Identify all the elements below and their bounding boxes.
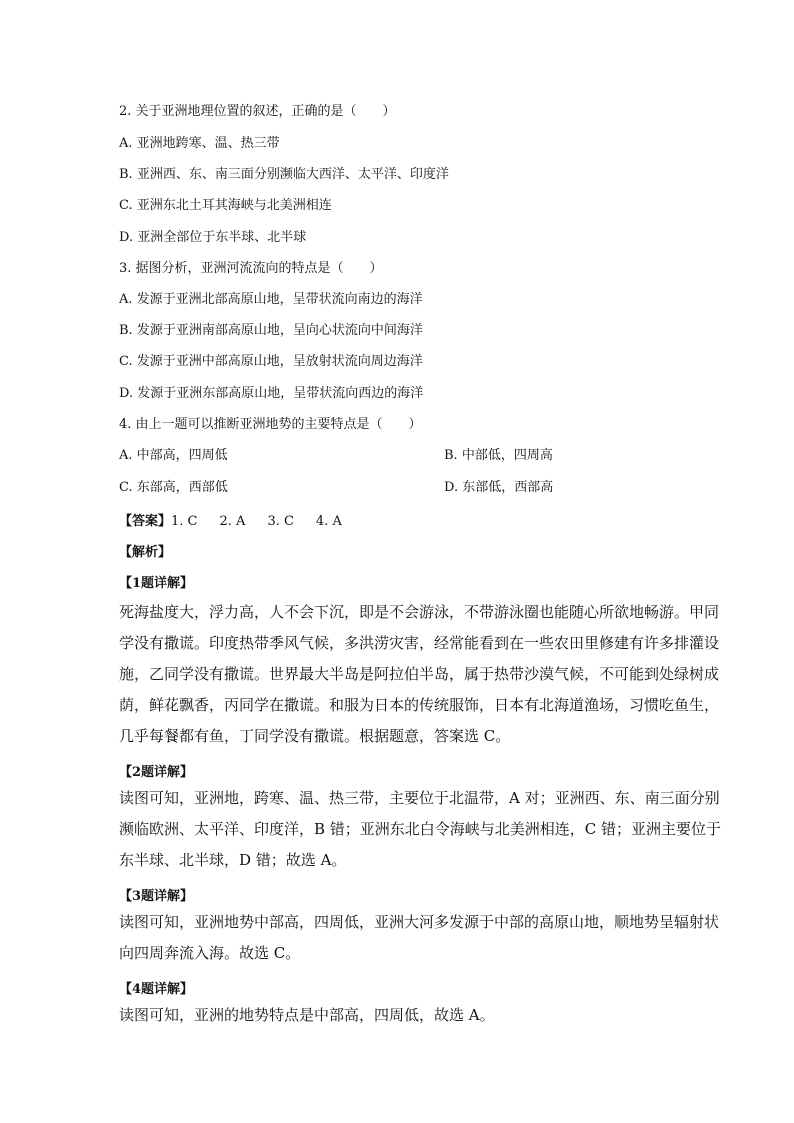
answer-item: 3. C bbox=[267, 514, 294, 529]
question-2-option-b: B. 亚洲西、东、南三面分别濒临大西洋、太平洋、印度洋 bbox=[119, 167, 449, 182]
question-4-option-a: A. 中部高，四周低 bbox=[119, 448, 228, 463]
question-4-stem: 4. 由上一题可以推断亚洲地势的主要特点是（ ） bbox=[119, 417, 422, 432]
detail-line: 读图可知，亚洲的地势特点是中部高，四周低，故选 A。 bbox=[119, 1006, 495, 1024]
question-2-option-a: A. 亚洲地跨寒、温、热三带 bbox=[119, 136, 280, 151]
detail-line: 东半球、北半球，D 错；故选 A。 bbox=[119, 851, 347, 869]
detail-2-body bbox=[119, 783, 722, 876]
detail-line: 濒临欧洲、太平洋、印度洋，B 错；亚洲东北白令海峡与北美洲相连，C 错；亚洲主要位于 bbox=[119, 820, 722, 838]
question-2-option-c: C. 亚洲东北土耳其海峡与北美洲相连 bbox=[119, 198, 332, 213]
detail-4-body bbox=[119, 1000, 679, 1031]
answer-item: 4. A bbox=[315, 514, 342, 529]
detail-line: 学没有撒谎。印度热带季风气候，多洪涝灾害，经常能看到在一些农田里修建有许多排灌设 bbox=[119, 634, 720, 652]
question-3-stem: 3. 据图分析，亚洲河流流向的特点是（ ） bbox=[119, 261, 383, 276]
answer-row bbox=[119, 510, 364, 529]
question-3-option-c: C. 发源于亚洲中部高原山地，呈放射状流向周边海洋 bbox=[119, 354, 423, 369]
detail-line: 读图可知，亚洲地势中部高，四周低，亚洲大河多发源于中部的高原山地，顺地势呈辐射状 bbox=[119, 913, 720, 931]
answer-item: 2. A bbox=[219, 514, 246, 529]
question-3-option-d: D. 发源于亚洲东部高原山地，呈带状流向西边的海洋 bbox=[119, 386, 424, 401]
question-4-option-c: C. 东部高，西部低 bbox=[119, 480, 228, 495]
question-2-stem: 2. 关于亚洲地理位置的叙述，正确的是（ ） bbox=[119, 104, 396, 119]
detail-3-label: 【3题详解】 bbox=[119, 889, 194, 904]
detail-line: 几乎每餐都有鱼，丁同学没有撒谎。根据题意，答案选 C。 bbox=[119, 727, 511, 745]
detail-2-label: 【2题详解】 bbox=[119, 765, 194, 780]
answer-label: 【答案】 bbox=[119, 514, 172, 529]
question-3-option-b: B. 发源于亚洲南部高原山地，呈向心状流向中间海洋 bbox=[119, 323, 423, 338]
detail-line: 施，乙同学没有撒谎。世界最大半岛是阿拉伯半岛，属于热带沙漠气候，不可能到处绿树成 bbox=[119, 665, 720, 683]
detail-line: 荫，鲜花飘香，丙同学在撒谎。和服为日本的传统服饰，日本有北海道渔场，习惯吃鱼生， bbox=[119, 696, 720, 714]
detail-line: 死海盐度大，浮力高，人不会下沉，即是不会游泳，不带游泳圈也能随心所欲地畅游。甲同 bbox=[119, 603, 720, 621]
detail-3-body bbox=[119, 907, 720, 969]
question-4-option-d: D. 东部低，西部高 bbox=[444, 480, 554, 495]
analysis-label: 【解析】 bbox=[119, 545, 172, 560]
detail-1-label: 【1题详解】 bbox=[119, 576, 194, 591]
question-2-option-d: D. 亚洲全部位于东半球、北半球 bbox=[119, 230, 307, 245]
detail-1-body bbox=[119, 597, 720, 752]
question-3-option-a: A. 发源于亚洲北部高原山地，呈带状流向南边的海洋 bbox=[119, 292, 423, 307]
question-4-option-b: B. 中部低，四周高 bbox=[444, 448, 553, 463]
detail-4-label: 【4题详解】 bbox=[119, 982, 194, 997]
answer-item: 1. C bbox=[171, 514, 198, 529]
detail-line: 读图可知，亚洲地，跨寒、温、热三带，主要位于北温带，A 对；亚洲西、东、南三面分别 bbox=[119, 789, 720, 807]
detail-line: 向四周奔流入海。故选 C。 bbox=[119, 944, 301, 962]
